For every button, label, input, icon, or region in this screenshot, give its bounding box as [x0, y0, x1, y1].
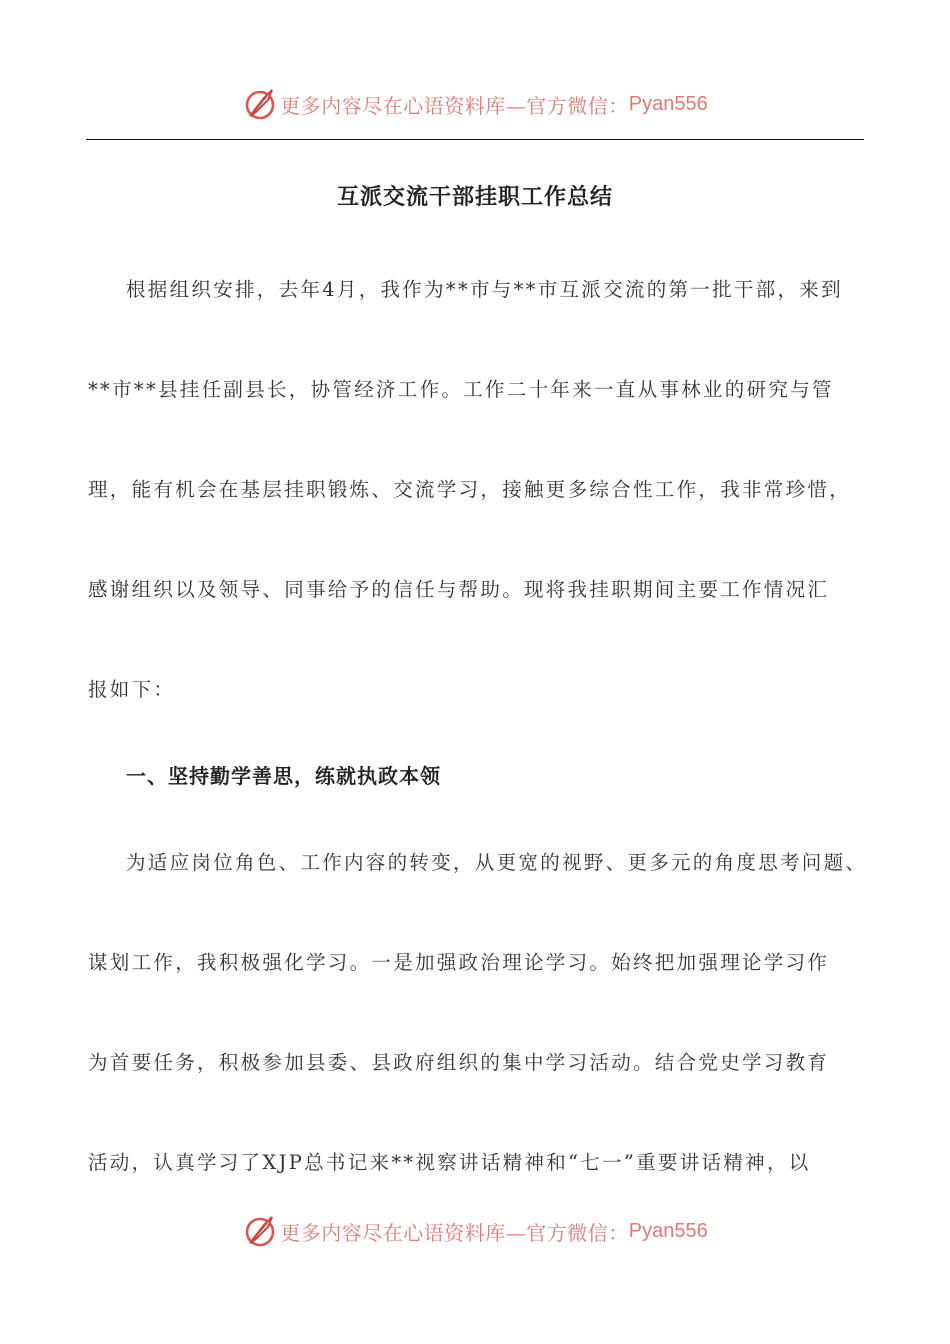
paragraph-line: 理，能有机会在基层挂职锻炼、交流学习，接触更多综合性工作，我非常珍惜，: [88, 478, 852, 501]
header-banner: [0, 84, 950, 124]
paragraph-line: 谋划工作，我积极强化学习。一是加强政治理论学习。始终把加强理论学习作: [88, 951, 830, 974]
wechat-id: Pyan556: [628, 1219, 708, 1242]
paragraph-line: 感谢组织以及领导、同事给予的信任与帮助。现将我挂职期间主要工作情况汇: [88, 578, 830, 601]
footer-banner: [0, 1211, 950, 1251]
header-divider: [86, 139, 864, 140]
banner-text: 更多内容尽在心语资料库—官方微信：: [280, 1220, 629, 1245]
paragraph-line: 活动，认真学习了XJP总书记来**视察讲话精神和“七一”重要讲话精神，以: [88, 1151, 811, 1174]
paragraph-line: 报如下：: [88, 678, 176, 701]
document-title: 互派交流干部挂职工作总结: [336, 184, 613, 210]
section-heading: 一、坚持勤学善思，练就执政本领: [126, 764, 441, 788]
paragraph-line: 为适应岗位角色、工作内容的转变，从更宽的视野、更多元的角度思考问题、: [126, 851, 868, 874]
paragraph-line: 根据组织安排，去年4月，我作为**市与**市互派交流的第一批干部，来到: [126, 278, 843, 301]
paragraph-line: 为首要任务，积极参加县委、县政府组织的集中学习活动。结合党史学习教育: [88, 1051, 830, 1074]
quill-logo-icon: [242, 1213, 278, 1249]
wechat-id: Pyan556: [628, 92, 708, 115]
paragraph-line: **市**县挂任副县长，协管经济工作。工作二十年来一直从事林业的研究与管: [88, 378, 834, 401]
quill-logo-icon: [242, 86, 278, 122]
banner-text: 更多内容尽在心语资料库—官方微信：: [280, 93, 629, 118]
